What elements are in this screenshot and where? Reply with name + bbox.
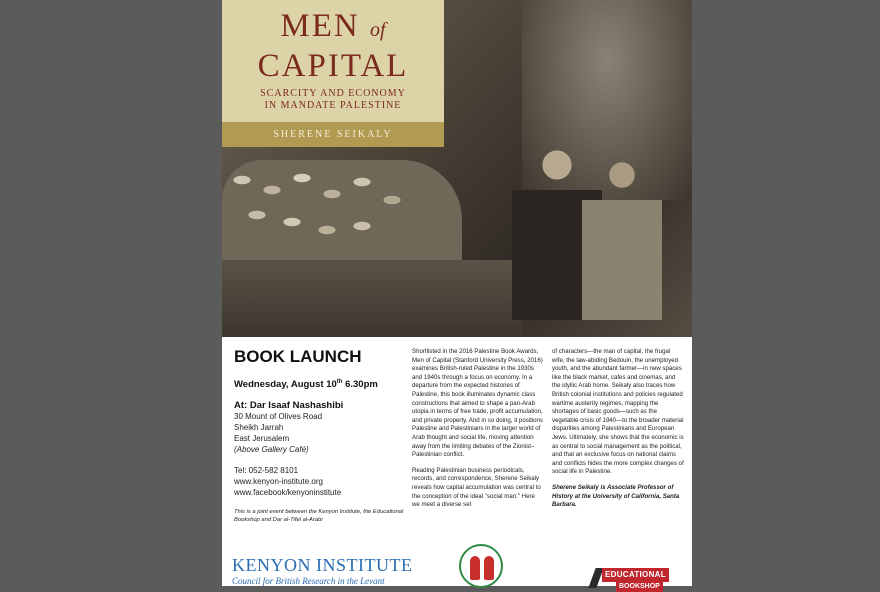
kenyon-institute-subtitle: Council for British Research in the Levant [232,576,385,586]
child-figure-icon [484,556,494,580]
cover-title-of: of [370,19,386,41]
cover-title-line1: MEN [280,8,360,44]
cover-title [222,8,444,84]
contact-web-link[interactable]: www.kenyon-institute.org [234,477,323,487]
address-line: (Above Gallery Café) [234,445,309,455]
dar-al-tifel-logo [459,544,503,588]
child-figure-icon [470,556,480,580]
description-paragraph: Shortlisted in the 2016 Palestine Book Awards, Men of Capital (Stanford University Press, 2016) examines British-ruled Palestine in the 1930s and 1940s through a focus on economy. In a departure from the expected histories of Palestine, this book illuminates dynamic class constructions that aimed to shape a pan-Arab utopia in terms of free trade, profit accumulation, and private property. And in so doing, it positions Palestine and Palestinians in the larger world of Arab thought and social life, moving attention away from the limiting debates of the Zionist–Palestinian conflict. [412,348,543,459]
address-line: Sheikh Jarrah [234,423,284,433]
event-heading: BOOK LAUNCH [234,347,362,366]
event-contact [234,465,409,498]
address-line: East Jerusalem [234,434,290,444]
joint-event-note: This is a joint event between the Kenyon Institute, the Educational Bookshop and Dar al-Tifel al-Arabi [234,509,404,524]
kenyon-institute-logo: KENYON INSTITUTE [232,555,413,575]
event-date-prefix: Wednesday, August 10 [234,379,337,391]
cover-subtitle-line1: SCARCITY AND ECONOMY [260,88,406,99]
cover-subtitle [222,88,444,112]
cover-title-box [222,0,444,147]
contact-facebook-link[interactable]: www.facebook/kenyoninstitute [234,488,342,498]
event-address [234,411,409,455]
description-column-1 [412,348,544,517]
cover-subtitle-line2: IN MANDATE PALESTINE [264,100,402,111]
event-poster [222,0,692,590]
contact-tel: Tel: 052-582 8101 [234,466,299,476]
event-time: 6.30pm [342,379,378,391]
cover-title-line2: CAPITAL [257,48,409,84]
photo-second-man [582,140,662,320]
event-date [234,379,409,390]
description-paragraph: Reading Palestinian business periodicals, records, and correspondence, Sherene Seikaly reveals how capital accumulation was central to the conception of the ideal "social man." Here we meet a diverse set [412,466,541,509]
cover-photo [222,0,692,337]
educational-bookshop-logo [592,564,690,590]
description-column-2 [552,348,684,517]
bookshop-logo-line1: EDUCATIONAL [602,568,669,582]
bookshop-logo-line2: BOOKSHOP [616,582,663,592]
cover-author: SHERENE SEIKALY [222,122,444,147]
event-details-column [234,347,409,524]
event-date-sup: th [336,379,343,385]
description-paragraph: of characters—the man of capital, the frugal wife, the law-abiding Bedouin, the unemployed youth, and the abundant farmer—in new spaces like the black market, cafes and cinemas, and the idyllic Arab home. Seikaly also traces how British colonial institutions and policies regulated wartime austerity regimes, mapping the shortages of basic goods—such as the vegetable crisis of 1940—to the broader material disparities among Palestinians and European Jews. Ultimately, she shows that the economic is as central to social management as the political, and that an exclusive focus on national claims and conflicts hides the more complex changes of social life in Palestine. [552,348,684,476]
photo-market-stall [222,260,522,337]
address-line: 30 Mount of Olives Road [234,412,323,422]
event-venue: At: Dar Isaaf Nashashibi [234,400,344,412]
author-bio: Sherene Seikaly is Associate Professor of History at the University of California, Santa Barbara. [552,483,680,509]
photo-vegetable-pile [222,160,462,270]
